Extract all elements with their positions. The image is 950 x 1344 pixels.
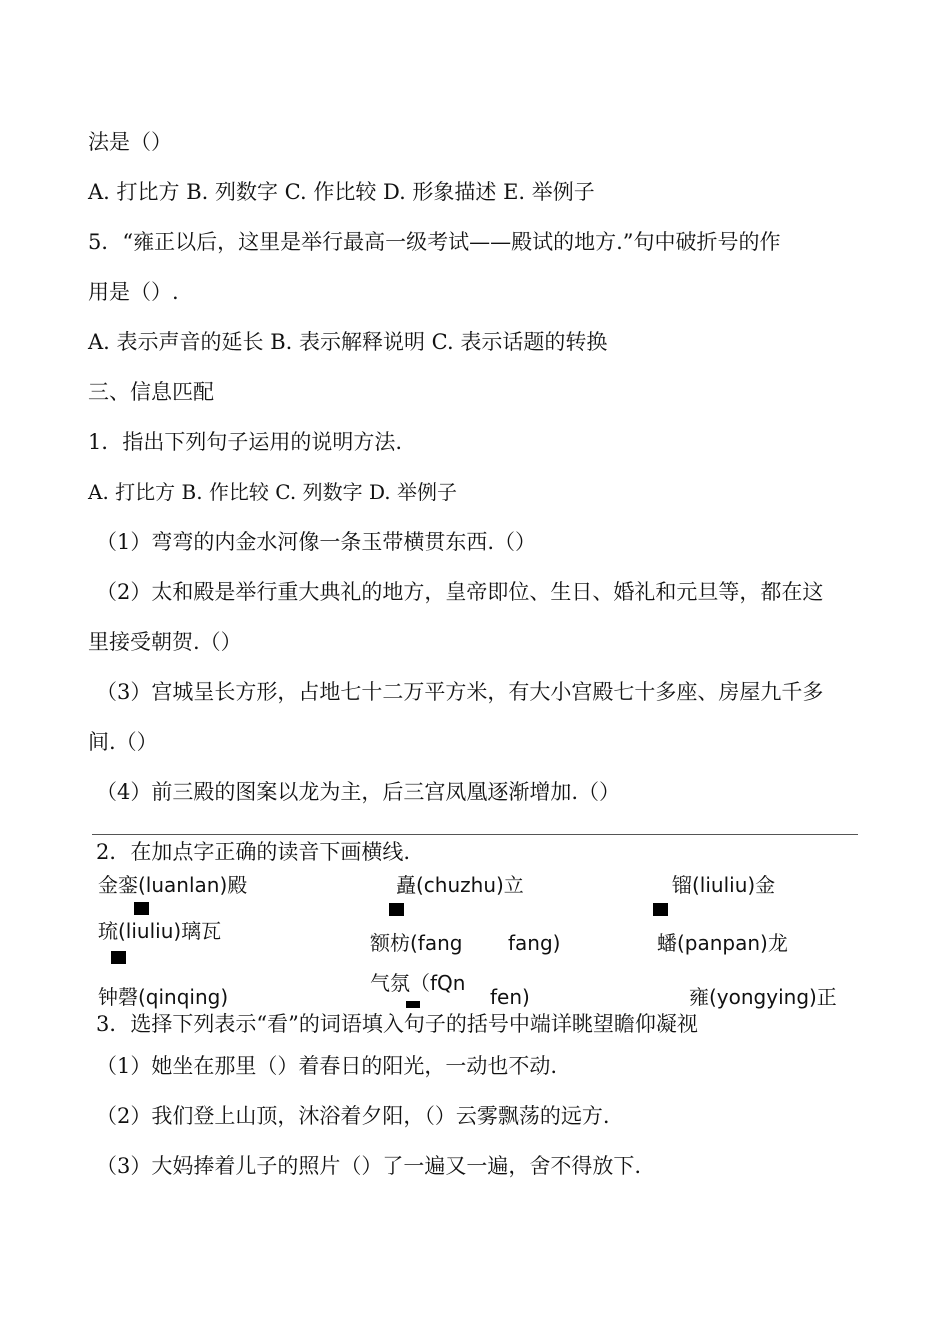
line-2: A. 打比方 B. 列数字 C. 作比较 D. 形象描述 E. 举例子 (88, 180, 595, 204)
question-3-title: 3．选择下列表示“看”的词语填入句子的括号中端详眺望瞻仰凝视 (96, 1012, 698, 1036)
question-1-item-2: （2）太和殿是举行重大典礼的地方，皇帝即位、生日、婚礼和元旦等，都在这 (96, 580, 824, 604)
pinyin-item: 雍(yongying)正 (689, 985, 837, 1009)
question-2-title: 2．在加点字正确的读音下画横线. (96, 840, 411, 864)
divider (92, 834, 858, 835)
pinyin-item: 额枋(fang (370, 931, 463, 955)
dot-marker (653, 903, 668, 916)
dot-marker (111, 951, 126, 964)
question-1-options: A. 打比方 B. 作比较 C. 列数字 D. 举例子 (88, 480, 457, 504)
pinyin-item: 蟠(panpan)龙 (657, 931, 788, 955)
line-1: 法是（） (88, 130, 172, 154)
pinyin-item: fen) (490, 985, 530, 1009)
pinyin-item: fang) (508, 931, 561, 955)
section-heading: 三、信息匹配 (88, 380, 214, 404)
question-1-item-3: （3）宫城呈长方形，占地七十二万平方米，有大小宫殿七十多座、房屋九千多 (96, 680, 824, 704)
line-4: 用是（）. (88, 280, 179, 304)
dot-marker (389, 903, 404, 916)
question-3-item-2: （2）我们登上山顶，沐浴着夕阳，（）云雾飘荡的远方. (96, 1104, 610, 1128)
pinyin-item: 镏(liuliu)金 (672, 873, 776, 897)
line-3: 5．“雍正以后，这里是举行最高一级考试——殿试的地方.”句中破折号的作 (88, 230, 781, 254)
pinyin-item: 气氛（fQn (370, 971, 466, 995)
pinyin-item: 琉(liuliu)璃瓦 (98, 919, 222, 943)
pinyin-item: 矗(chuzhu)立 (396, 873, 524, 897)
question-3-item-1: （1）她坐在那里（）着春日的阳光，一动也不动. (96, 1054, 558, 1078)
question-1-item-1: （1）弯弯的内金水河像一条玉带横贯东西.（） (96, 530, 537, 554)
question-1-item-2-cont: 里接受朝贺.（） (88, 630, 242, 654)
question-3-item-3: （3）大妈捧着儿子的照片（）了一遍又一遍，舍不得放下. (96, 1154, 642, 1178)
pinyin-item: 金銮(luanlan)殿 (98, 873, 248, 897)
question-1-item-3-cont: 间.（） (88, 730, 158, 754)
dot-marker (134, 902, 149, 915)
question-1-item-4: （4）前三殿的图案以龙为主，后三宫凤凰逐渐增加.（） (96, 780, 621, 804)
dot-marker (406, 1001, 420, 1008)
question-1-title: 1．指出下列句子运用的说明方法. (88, 430, 403, 454)
pinyin-item: 钟磬(qinqing) (98, 985, 229, 1009)
line-5: A. 表示声音的延长 B. 表示解释说明 C. 表示话题的转换 (88, 330, 608, 354)
